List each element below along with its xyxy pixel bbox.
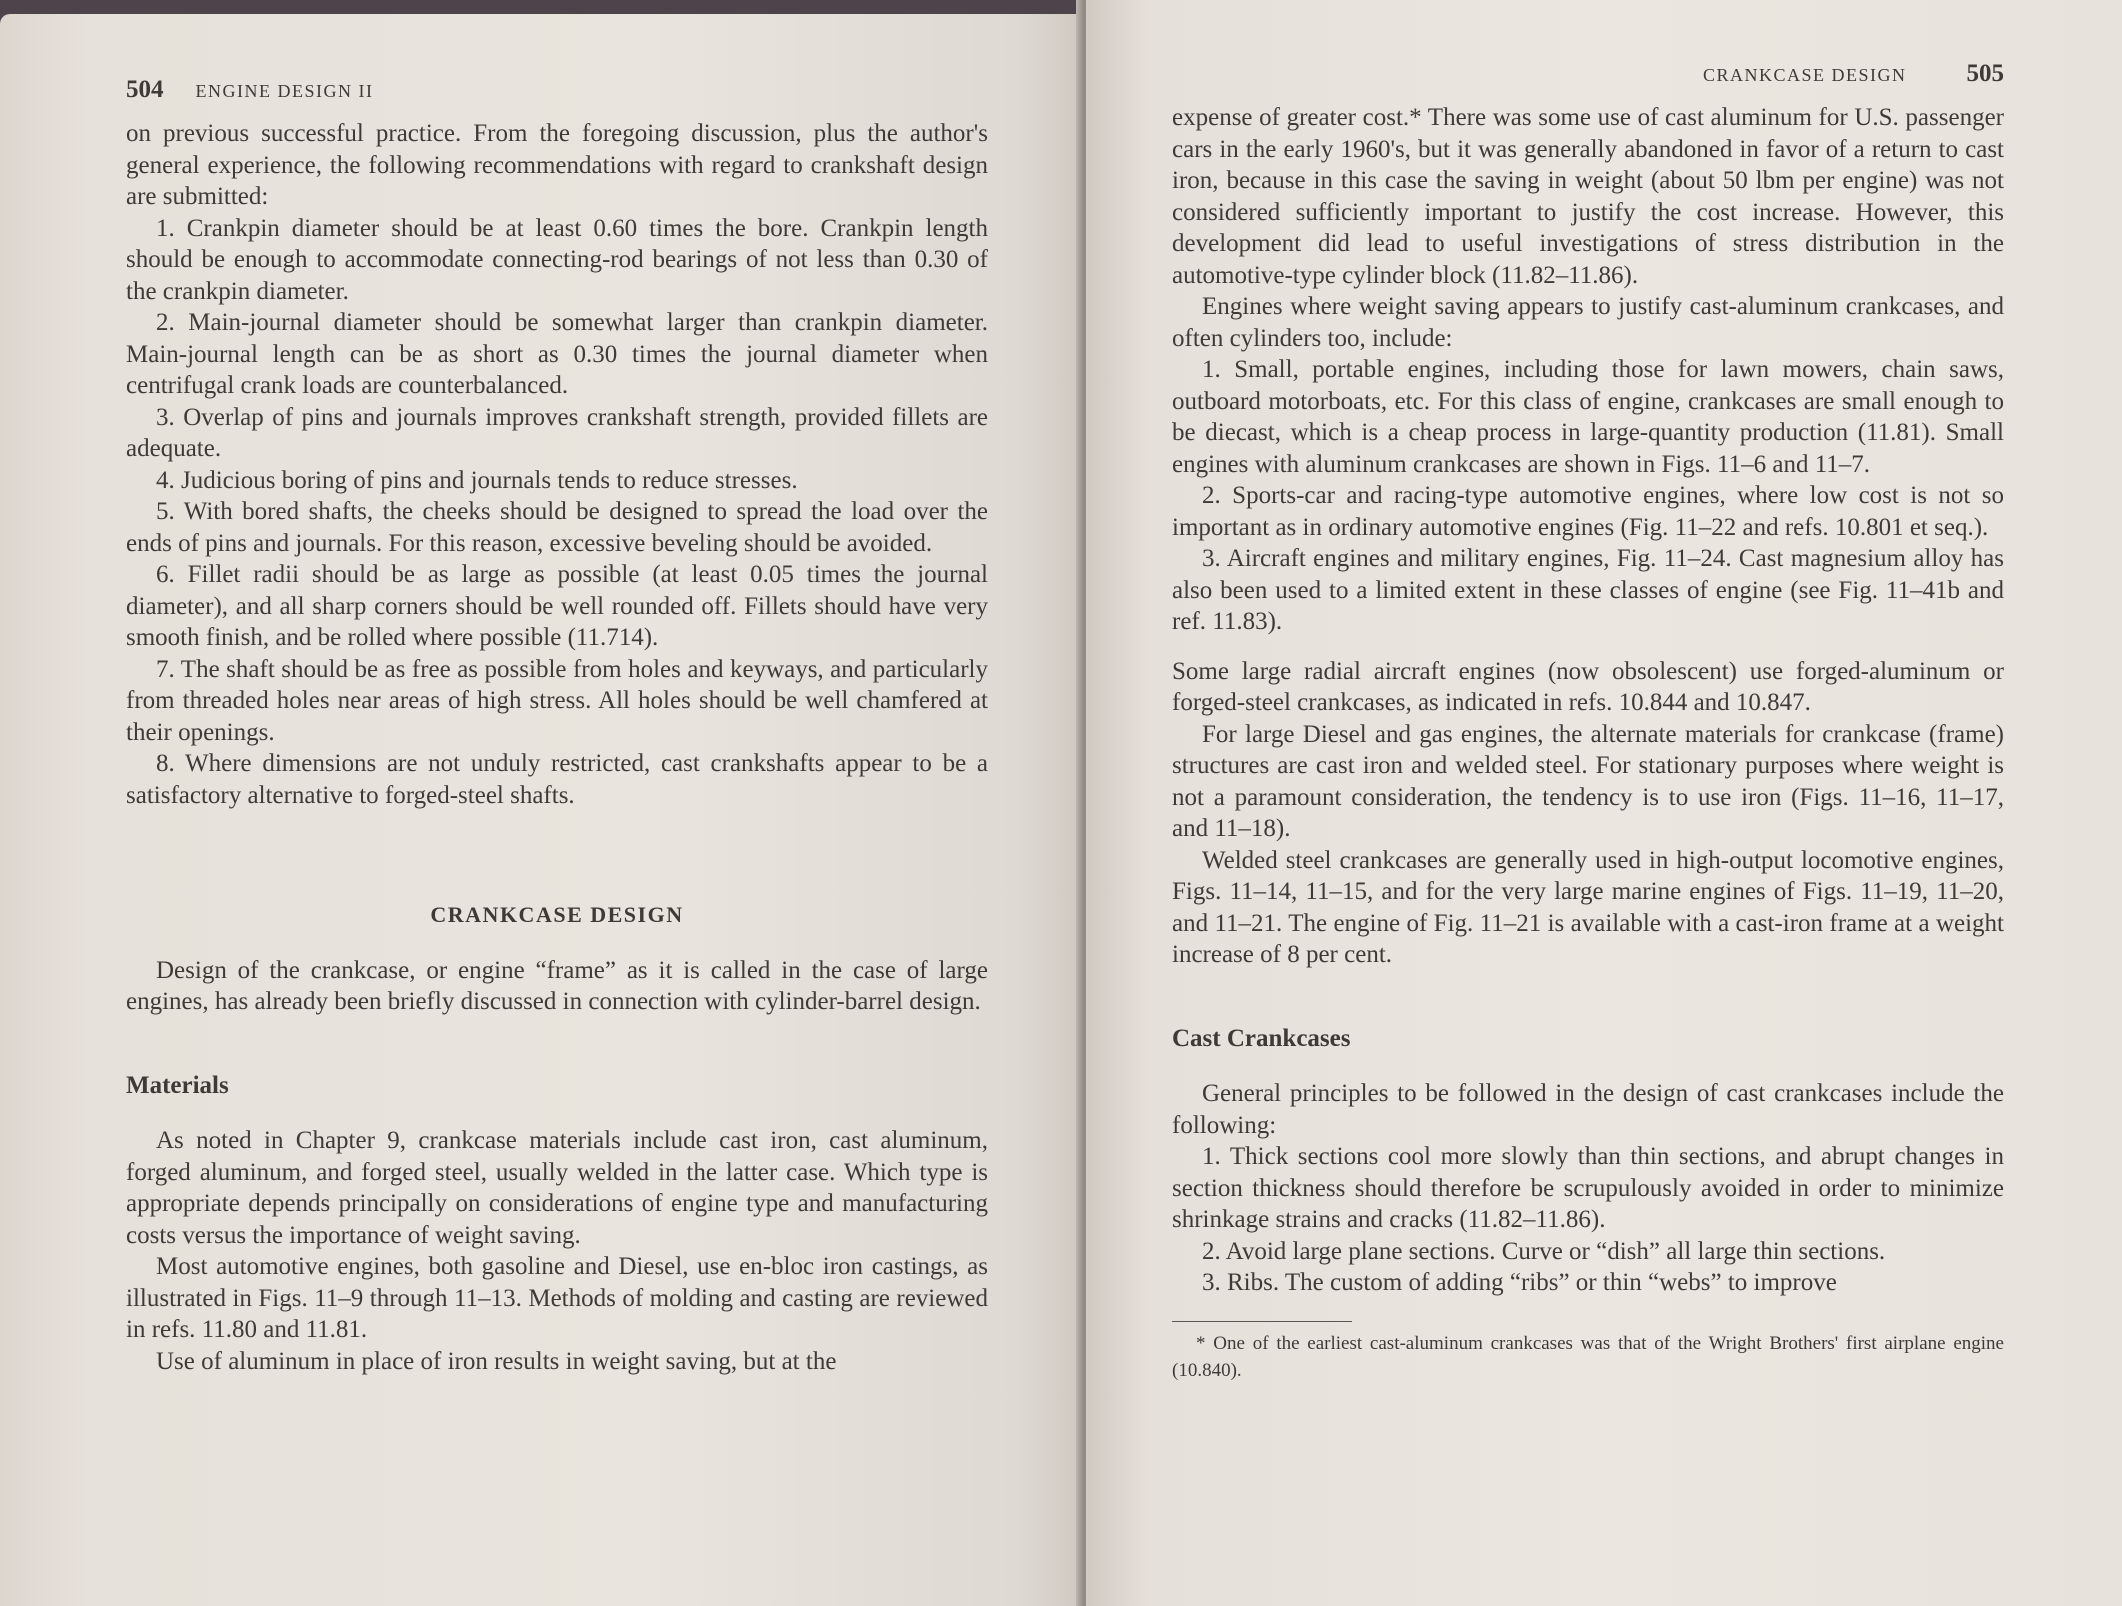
right-page-text: [1172, 58, 2004, 1384]
left-page-text: [126, 74, 988, 1377]
paragraph: Some large radial aircraft engines (now obsolescent) use forged-aluminum or forged-steel crankcases, as indicated in refs. 10.844 and 10.847.: [1172, 657, 2004, 716]
paragraph: Most automotive engines, both gasoline and Diesel, use en-bloc iron castings, as illustrated in Figs. 11–9 through 11–13. Methods of molding and casting are reviewed in refs. 11.80 and 11.81.: [126, 1253, 988, 1343]
list-item: 2. Sports-car and racing-type automotive engines, where low cost is not so important as in ordinary automotive engines (Fig. 11–22 and refs. 10.801 et seq.).: [1172, 482, 2004, 541]
page-number: 504: [126, 76, 164, 103]
list-item: 3. Aircraft engines and military engines, Fig. 11–24. Cast magnesium alloy has also been used to a limited extent in these classes of engine (see Fig. 11–41b and ref. 11.83).: [1172, 545, 2004, 635]
list-item: 2. Main-journal diameter should be somewhat larger than crankpin diameter. Main-journal length can be as short as 0.30 times the journal diameter when centrifugal crank loads are counterbalanced.: [126, 309, 988, 399]
subheading-materials: Materials: [126, 1071, 229, 1099]
running-title: ENGINE DESIGN II: [195, 81, 374, 101]
recommendations-list: [126, 213, 988, 812]
list-item: 4. Judicious boring of pins and journals tends to reduce stresses.: [156, 466, 798, 494]
footnote: * One of the earliest cast-aluminum crankcases was that of the Wright Brothers' first airplane engine (10.840).: [1172, 1332, 2004, 1381]
page-number: 505: [1966, 60, 2004, 87]
opening-paragraph: expense of greater cost.* There was some use of cast aluminum for U.S. passenger cars in the early 1960's, but it was generally abandoned in favor of a return to cast iron, because in this case the saving in weight (about 50 lbm per engine) was not considered sufficiently important to justify the cost increase. However, this development did lead to useful investigations of stress distribution in the automotive-type cylinder block (11.82–11.86).: [1172, 104, 2004, 289]
engine-types-list: [1172, 354, 2004, 638]
paragraph: For large Diesel and gas engines, the alternate materials for crankcase (frame) structures are cast iron and welded steel. For stationary purposes where weight is not a paramount consideration, the tendency is to use iron (Figs. 11–16, 11–17, and 11–18).: [1172, 720, 2004, 842]
principles-list: [1172, 1141, 2004, 1299]
list-item: 3. Ribs. The custom of adding “ribs” or thin “webs” to improve: [1202, 1269, 1837, 1296]
left-running-head: [126, 74, 988, 114]
right-page: [1086, 0, 2122, 1606]
section-intro-paragraph: Design of the crankcase, or engine “frame” as it is called in the case of large engines, has already been briefly discussed in connection with cylinder-barrel design.: [126, 956, 988, 1015]
list-item: 1. Small, portable engines, including those for lawn mowers, chain saws, outboard motorboats, etc. For this class of engine, crankcases are small enough to be diecast, which is a cheap process in large-quantity production (11.81). Small engines with aluminum crankcases are shown in Figs. 11–6 and 11–7.: [1172, 356, 2004, 478]
list-item: 1. Crankpin diameter should be at least 0.60 times the bore. Crankpin length should be enough to accommodate connecting-rod bearings of not less than 0.30 of the crankpin diameter.: [126, 214, 988, 305]
paragraph: Welded steel crankcases are generally used in high-output locomotive engines, Figs. 11–14, 11–15, and for the very large marine engines of Figs. 11–19, 11–20, and 11–21. The engine of Fig. 11–21 is available with a cast-iron frame at a weight increase of 8 per cent.: [1172, 846, 2004, 968]
list-item: 1. Thick sections cool more slowly than thin sections, and abrupt changes in section thickness should therefore be scrupulously avoided in order to minimize shrinkage strains and cracks (11.82–11.86).: [1172, 1143, 2004, 1233]
intro-paragraph: on previous successful practice. From the foregoing discussion, plus the author's general experience, the following recommendations with regard to crankshaft design are submitted:: [126, 120, 988, 210]
list-item: 8. Where dimensions are not unduly restricted, cast crankshafts appear to be a satisfactory alternative to forged-steel shafts.: [126, 750, 988, 809]
list-item: 3. Overlap of pins and journals improves crankshaft strength, provided fillets are adequate.: [126, 403, 988, 462]
paragraph: General principles to be followed in the design of cast crankcases include the following:: [1172, 1080, 2004, 1139]
list-item: 7. The shaft should be as free as possible from holes and keyways, and particularly from threaded holes near areas of high stress. All holes should be well chamfered at their openings.: [126, 655, 988, 746]
paragraph: As noted in Chapter 9, crankcase materials include cast iron, cast aluminum, forged aluminum, and forged steel, usually welded in the latter case. Which type is appropriate depends principally on considerations of engine type and manufacturing costs versus the importance of weight saving.: [126, 1127, 988, 1249]
left-page: [0, 14, 1082, 1606]
paragraph: Use of aluminum in place of iron results in weight saving, but at the: [156, 1347, 837, 1375]
list-item: 5. With bored shafts, the cheeks should be designed to spread the load over the ends of pins and journals. For this reason, excessive beveling should be avoided.: [126, 498, 988, 557]
subheading-cast-crankcases: Cast Crankcases: [1172, 1024, 1351, 1052]
list-item: 2. Avoid large plane sections. Curve or “dish” all large thin sections.: [1202, 1237, 1886, 1265]
list-item: 6. Fillet radii should be as large as possible (at least 0.05 times the journal diameter), and all sharp corners should be well rounded off. Fillets should have very smooth finish, and be rolled where possible (11.714).: [126, 561, 988, 651]
running-title: CRANKCASE DESIGN: [1702, 65, 1907, 85]
section-heading: CRANKCASE DESIGN: [430, 902, 684, 927]
paragraph: Engines where weight saving appears to justify cast-aluminum crankcases, and often cylinders too, include:: [1172, 293, 2004, 352]
footnote-divider: [1172, 1321, 1352, 1322]
right-running-head: [1172, 58, 2004, 98]
